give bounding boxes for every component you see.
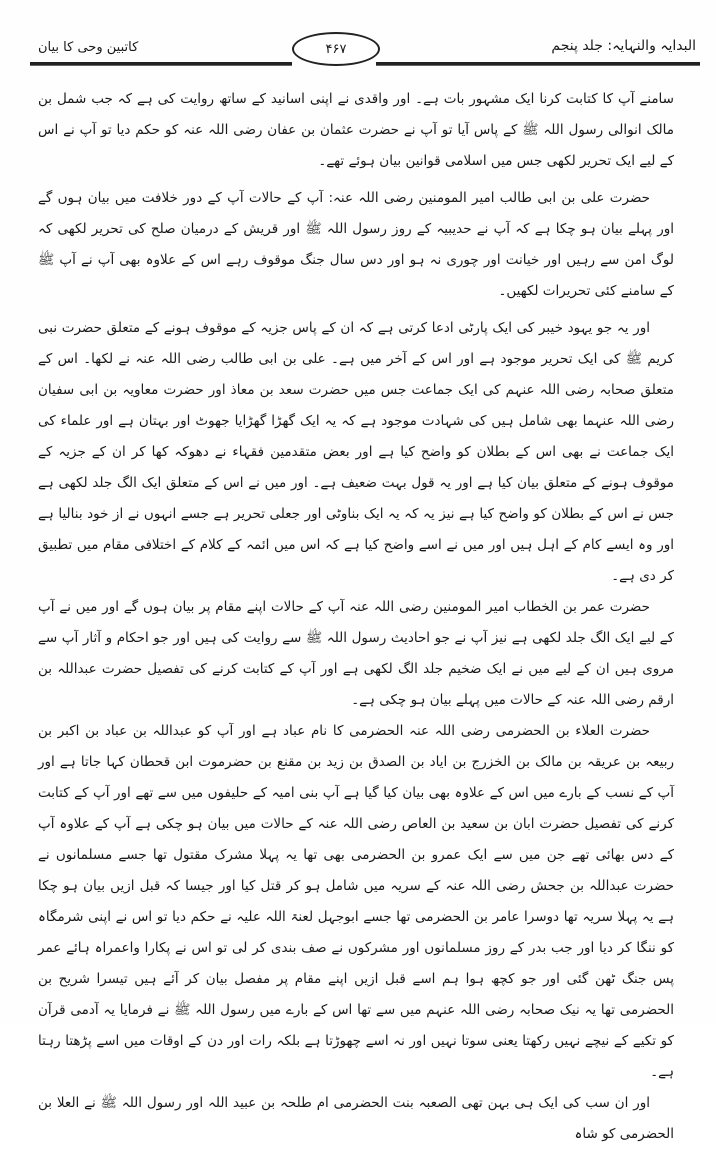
- header-rule-right: [376, 62, 700, 66]
- page-number-oval: [292, 32, 380, 66]
- paragraph: حضرت علی بن ابی طالب امیر المومنین رضی اللہ عنہ: آپ کے حالات آپ کے دور خلافت میں بیان ہوں گے اور پہلے بیان ہو چکا ہے کہ آپ نے حدیبیہ کے روز رسول اللہ ﷺ اور قریش کے درمیان صلح کی تحریر لکھی کہ لوگ امن سے رہیں اور خیانت اور چوری نہ ہو اور دس سال جنگ موقوف رہے اس کے علاوہ بھی آپ نے آپ ﷺ کے سامنے کئی تحریرات لکھیں۔: [38, 190, 674, 299]
- paragraph: حضرت عمر بن الخطاب امیر المومنین رضی اللہ عنہ آپ کے حالات اپنے مقام پر بیان ہوں گے اور میں نے آپ کے لیے ایک الگ جلد لکھی ہے نیز آپ نے جو احادیث رسول اللہ ﷺ سے روایت کی ہیں اور جو احکام و آثار آپ سے مروی ہیں ان کے لیے میں نے ایک ضخیم جلد الگ لکھی ہے اور آپ کے کتابت کرنے کی تفصیل حضرت عبداللہ بن ارقم رضی اللہ عنہ کے حالات میں پہلے بیان ہو چکی ہے۔: [38, 599, 674, 708]
- page-number: ۴۶۷: [325, 41, 347, 57]
- book-title: البدایہ والنہایہ: جلد پنجم: [551, 38, 696, 54]
- header-rule-left: [30, 62, 292, 66]
- page-body: [38, 84, 674, 1150]
- paragraph: حضرت العلاء بن الحضرمی رضی اللہ عنہ الحضرمی کا نام عباد ہے اور آپ کو عبداللہ بن عباد بن اکبر بن ربیعہ بن عریقہ بن مالک بن الخزرج بن ایاد بن الصدق بن زید بن مقنع بن حضرموت ابن قحطان کہا جاتا ہے اور آپ کے نسب کے بارے میں اس کے علاوہ بھی بیان کیا گیا ہے آپ بنی امیہ کے حلیفوں میں سے تھے اور آپ کے کتابت کرنے کی تفصیل حضرت ابان بن سعید بن العاص رضی اللہ عنہ کے حالات میں بیان ہو چکی ہے آپ کے علاوہ آپ کے دس بھائی تھے جن میں سے ایک عمرو بن الحضرمی بھی تھا یہ پہلا مشرک مقتول تھا جسے مسلمانوں نے حضرت عبداللہ بن جحش رضی اللہ عنہ کے سریہ میں شامل ہو کر قتل کیا اور جیسا کہ قبل ازیں بیان ہو چکا ہے یہ پہلا سریہ تھا دوسرا عامر بن الحضرمی تھا جسے ابوجہل لعنۃ اللہ علیہ نے حکم دیا تو اس نے اپنی شرمگاہ کو ننگا کر دیا اور جب بدر کے روز مسلمانوں اور مشرکوں نے صف بندی کر لی تو اس نے پکارا واعمراہ ہائے عمر پس جنگ ٹھن گئی اور جو کچھ ہوا ہم اسے قبل ازیں اپنے مقام پر مفصل بیان کر آئے ہیں تیسرا شریح بن الحضرمی تھا یہ نیک صحابہ رضی اللہ عنہم میں سے تھا اس کے بارے میں رسول اللہ ﷺ نے فرمایا یہ آدمی قرآن کو تکیے کے نیچے نہیں رکھتا یعنی سوتا نہیں اور نہ اسے چھوڑتا ہے بلکہ رات اور دن کے اوقات میں اسے پڑھتا رہتا ہے۔: [38, 723, 674, 1080]
- paragraph: اور یہ جو یہود خیبر کی ایک پارٹی ادعا کرتی ہے کہ ان کے پاس جزیہ کے موقوف ہونے کے متعلق حضرت نبی کریم ﷺ کی ایک تحریر موجود ہے اور اس کے آخر میں ہے۔ علی بن ابی طالب رضی اللہ عنہ نے لکھا۔ اس کے متعلق صحابہ رضی اللہ عنہم کی ایک جماعت جس میں حضرت سعد بن معاذ اور حضرت معاویہ بن ابی سفیان رضی اللہ عنہما بھی شامل ہیں کی شہادت موجود ہے کہ یہ ایک گھڑا گھڑایا جھوٹ اور بہتان ہے اور علماء کی ایک جماعت نے بھی اس کے بطلان کو واضح کیا ہے اور بعض متقدمین فقہاء نے دھوکہ کھا کر ان کے جزیہ کے موقوف ہونے کے متعلق بیان کیا ہے اور یہ قول بہت ضعیف ہے۔ اور میں نے اس کے متعلق ایک الگ جلد لکھی ہے جس نے اس کے بطلان کو واضح کیا ہے نیز یہ کہ یہ ایک بناوٹی اور جعلی تحریر ہے جسے انہوں نے از خود بنالیا ہے اور وہ ایسے کام کے اہل ہیں اور میں نے اسے واضح کیا ہے کہ اس میں ائمہ کے کلام کے اختلافی مقام میں تطبیق کر دی ہے۔: [38, 320, 674, 584]
- paragraph: سامنے آپ کا کتابت کرنا ایک مشہور بات ہے۔ اور واقدی نے اپنی اسانید کے ساتھ روایت کی ہے کہ جب شمل بن مالک انوالی رسول اللہ ﷺ کے پاس آیا تو آپ نے حضرت عثمان بن عفان رضی اللہ عنہ کو حکم دیا تو آپ نے اس کے لیے ایک تحریر لکھی جس میں اسلامی قوانین بیان ہوئے تھے۔: [38, 91, 674, 169]
- chapter-title: کاتبین وحی کا بیان: [38, 40, 139, 55]
- page-header: [30, 38, 700, 70]
- paragraph: اور ان سب کی ایک ہی بہن تھی الصعبہ بنت الحضرمی ام طلحہ بن عبید اللہ اور رسول اللہ ﷺ نے العلا بن الحضرمی کو شاہ: [38, 1095, 674, 1142]
